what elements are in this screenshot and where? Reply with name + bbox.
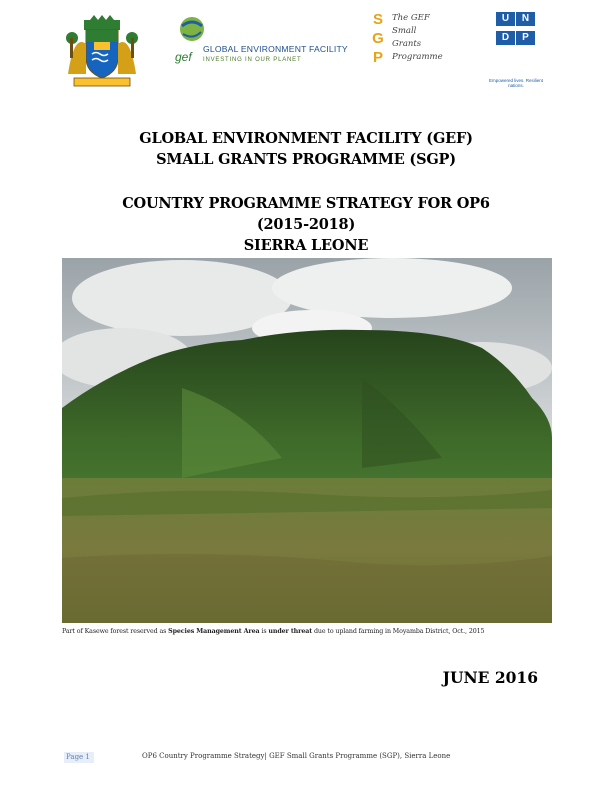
globe-icon <box>177 14 207 48</box>
sgp-line: The GEF <box>392 13 430 23</box>
publication-date: JUNE 2016 <box>442 668 538 687</box>
title-line: COUNTRY PROGRAMME STRATEGY FOR OP6 <box>122 195 490 212</box>
sgp-letter: P <box>372 49 383 66</box>
title-block-2 <box>0 193 612 256</box>
undp-letter: U <box>496 12 515 26</box>
undp-letter: P <box>516 31 535 45</box>
sgp-letter: G <box>372 30 384 47</box>
caption-text: due to upland farming in Moyamba District, Oct., 2015 <box>312 628 485 635</box>
caption-bold: Species Management Area <box>168 628 260 635</box>
sgp-line: Programme <box>392 52 443 62</box>
undp-grid <box>496 12 536 50</box>
page-number: Page 1 <box>64 752 94 763</box>
title-block-1 <box>0 128 612 170</box>
gef-mark: gef <box>175 50 192 64</box>
caption-text: Part of Kasewe forest reserved as <box>62 628 169 635</box>
undp-tagline: Empowered lives. Resilient nations. <box>488 78 544 88</box>
caption-text: is <box>259 628 269 635</box>
gef-tagline: INVESTING IN OUR PLANET <box>203 57 302 63</box>
caption-bold: under threat <box>268 628 313 635</box>
sgp-logo <box>370 10 443 76</box>
sgp-wordmark <box>392 12 443 64</box>
undp-logo <box>488 12 544 88</box>
title-line: SMALL GRANTS PROGRAMME (SGP) <box>156 151 456 168</box>
gef-name: GLOBAL ENVIRONMENT FACILITY <box>203 44 348 54</box>
title-line: (2015-2018) <box>256 216 356 233</box>
sgp-letter: S <box>372 11 383 28</box>
cover-photo-forest-hill <box>62 258 552 623</box>
sierra-leone-coat-of-arms-logo <box>62 14 142 90</box>
title-line: SIERRA LEONE <box>243 237 369 254</box>
title-line: GLOBAL ENVIRONMENT FACILITY (GEF) <box>139 130 473 147</box>
undp-letter: N <box>516 12 535 26</box>
gef-logo <box>173 14 348 76</box>
undp-letter: D <box>496 31 515 45</box>
footer-text: OP6 Country Programme Strategy| GEF Small Grants Programme (SGP), Sierra Leone <box>142 752 451 760</box>
photo-caption <box>62 628 552 635</box>
sgp-line: Small Grants <box>392 26 422 49</box>
sgp-letters <box>370 10 386 67</box>
